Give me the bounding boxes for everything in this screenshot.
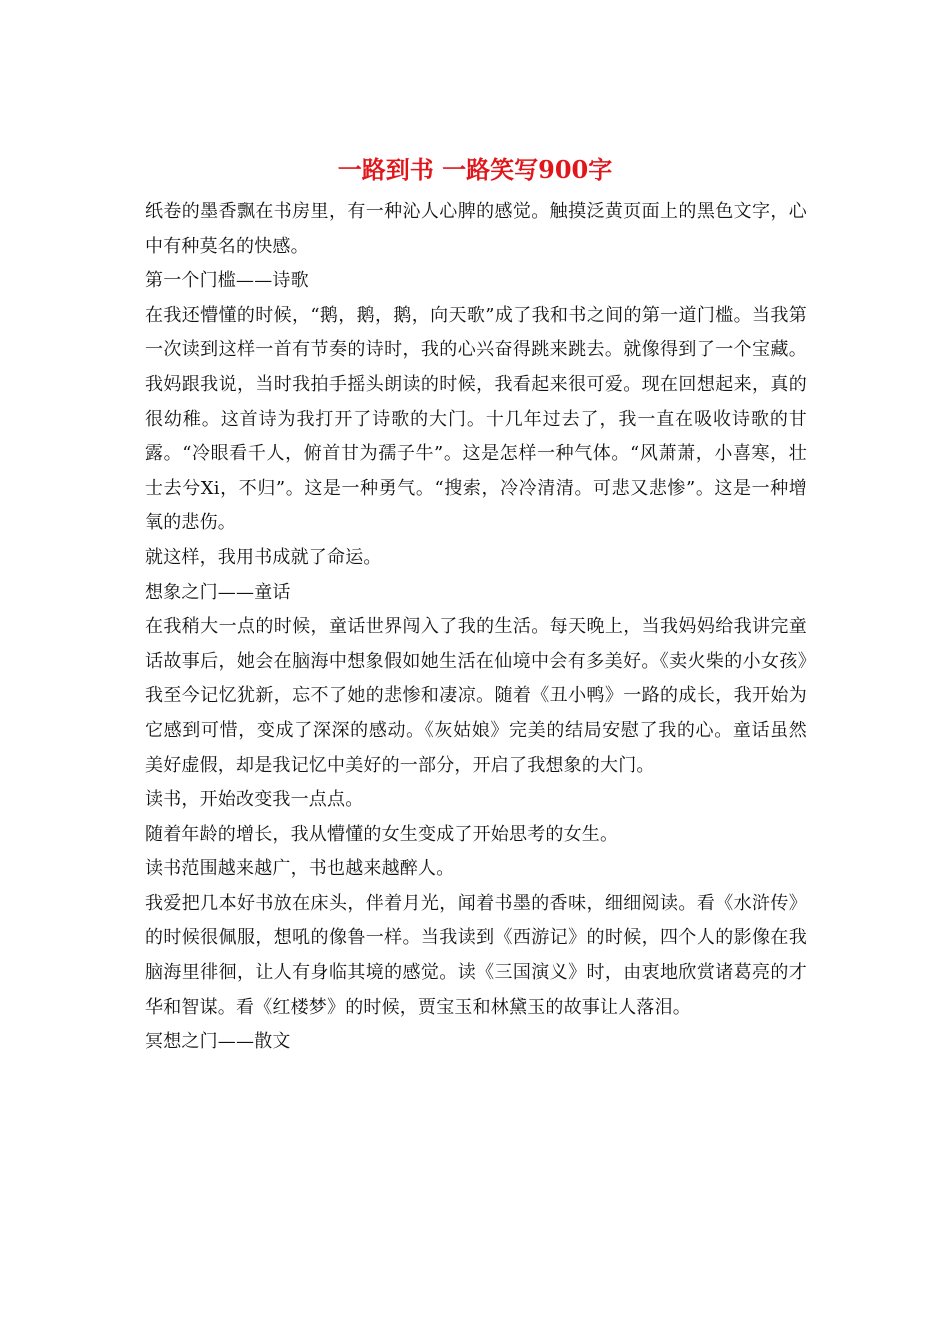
paragraph-reading-change: 读书，开始改变我一点点。 <box>145 789 364 811</box>
paragraph-poetry: 在我还懵懂的时候，“鹅，鹅，鹅，向天歌”成了我和书之间的第一道门槛。当我第一次读到这样一首有节奏的诗时，我的心兴奋得跳来跳去。就像得到了一个宝藏。我妈跟我说，当时我拍手摇头朗读的时候，我看起来很可爱。现在回想起来，真的很幼稚。这首诗为我打开了诗歌的大门。十几年过去了，我一直在吸收诗歌的甘露。“冷眼看千人，俯首甘为孺子牛”。这是怎样一种气体。“风萧萧，小喜寒，壮士去兮Xi，不归”。这是一种勇气。“搜索，冷冷清清。可悲又悲惨”。这是一种增氧的悲伤。 <box>145 304 807 534</box>
paragraph-destiny: 就这样，我用书成就了命运。 <box>145 546 382 568</box>
paragraph-fairy-tale: 在我稍大一点的时候，童话世界闯入了我的生活。每天晚上，当我妈妈给我讲完童话故事后，她会在脑海中想象假如她生活在仙境中会有多美好。《卖火柴的小女孩》我至今记忆犹新，忘不了她的悲惨和凄凉。随着《丑小鸭》一路的成长，我开始为它感到可惜，变成了深深的感动。《灰姑娘》完美的结局安慰了我的心。童话虽然美好虚假，却是我记忆中美好的一部分，开启了我想象的大门。 <box>145 616 807 776</box>
section-heading-fairy-tale: 想象之门——童话 <box>145 581 291 603</box>
document-body <box>145 195 807 1060</box>
paragraph-reading-range: 读书范围越来越广，书也越来越醉人。 <box>145 858 455 880</box>
section-heading-prose: 冥想之门——散文 <box>145 1031 291 1053</box>
paragraph-intro: 纸卷的墨香飘在书房里，有一种沁人心脾的感觉。触摸泛黄页面上的黑色文字，心中有种莫名的快感。 <box>145 201 807 257</box>
section-heading-poetry: 第一个门槛——诗歌 <box>145 270 309 292</box>
document-title: 一路到书 一路笑写900字 <box>337 155 613 184</box>
paragraph-growing-up: 随着年龄的增长，我从懵懂的女生变成了开始思考的女生。 <box>145 823 619 845</box>
paragraph-classics: 我爱把几本好书放在床头，伴着月光，闻着书墨的香味，细细阅读。看《水浒传》的时候很佩服，想吼的像鲁一样。当我读到《西游记》的时候，四个人的影像在我脑海里徘徊，让人有身临其境的感觉。读《三国演义》时，由衷地欣赏诸葛亮的才华和智谋。看《红楼梦》的时候，贾宝玉和林黛玉的故事让人落泪。 <box>145 892 807 1018</box>
